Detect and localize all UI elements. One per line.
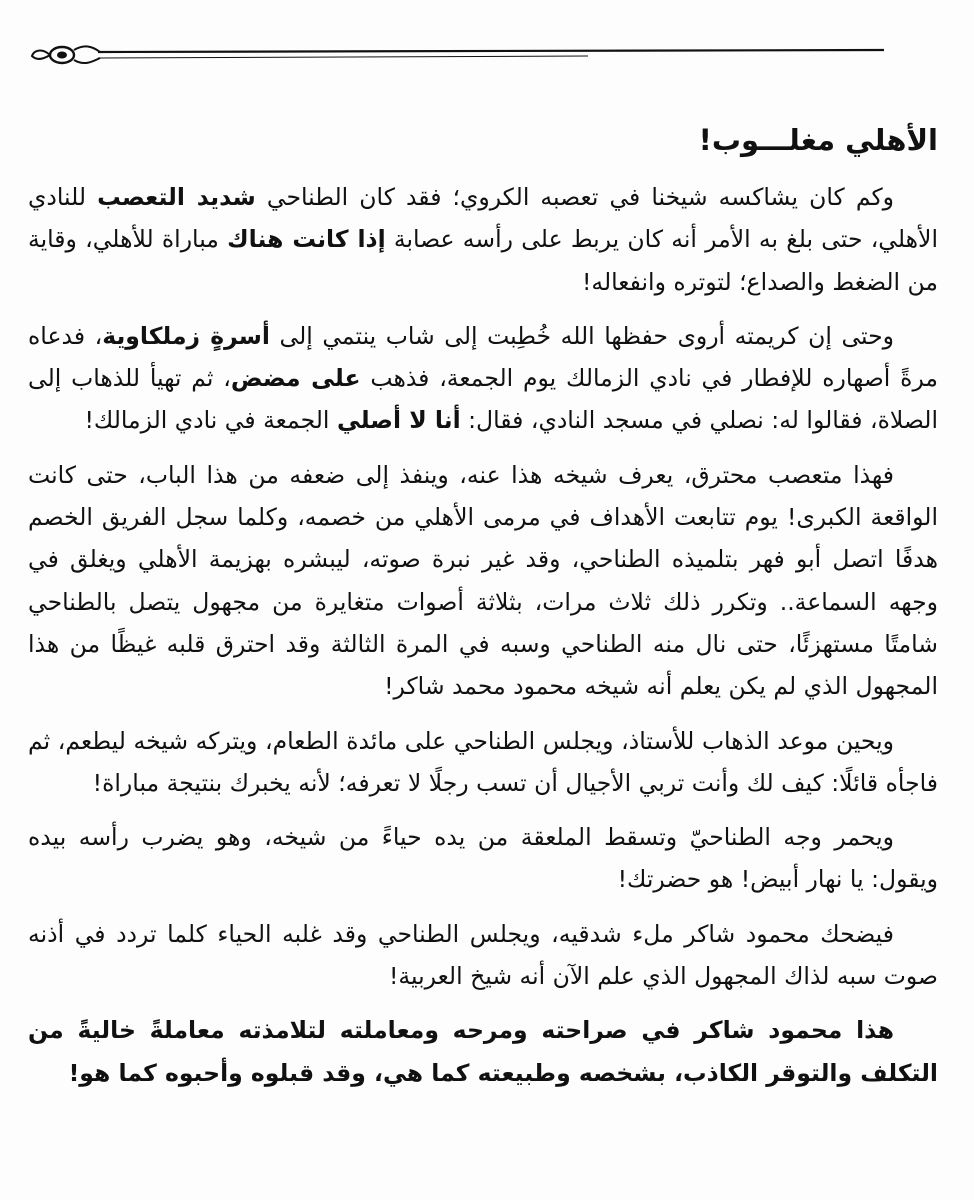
- article-body: [28, 118, 938, 1106]
- paragraph: [28, 1009, 938, 1094]
- paragraph: [28, 913, 938, 998]
- bold-phrase: أنا لا أصلي: [336, 406, 461, 435]
- paragraph: [28, 176, 938, 303]
- text-run: ويحمر وجه الطناحيّ وتسقط الملعقة من يده حياءً من شيخه، وهو يضرب رأسه بيده ويقول: يا نهار أبيض! هو حضرتك!: [28, 823, 938, 894]
- bold-phrase: إذا كانت هناك: [227, 225, 386, 254]
- bold-phrase: أسرةٍ زملكاوية: [102, 321, 270, 350]
- text-run: وكم كان يشاكسه شيخنا في تعصبه الكروي؛ فقد كان الطناحي: [255, 183, 894, 211]
- text-run: فهذا متعصب محترق، يعرف شيخه هذا عنه، وينفذ إلى ضعفه من هذا الباب، حتى كانت الواقعة الكبرى! يوم تتابعت الأهداف في مرمى الأهلي من خصمه، وكلما سجل الفريق الخصم هدفًا اتصل أبو فهر بتلميذه الطناحي، وقد غير نبرة صوته، ليبشره بهزيمة الأهلي ويغلق في وجهه السماعة.. وتكرر ذلك ثلاث مرات، بثلاثة أصوات متغايرة من مجهول يتصل بالطناحي شامتًا مستهزئًا، حتى نال منه الطناحي وسبه في المرة الثالثة وقد احترق قلبه غيظًا من هذا المجهول الذي لم يكن يعلم أنه شيخه محمود محمد شاكر!: [28, 460, 938, 701]
- header-ornament-icon: [28, 38, 884, 74]
- paragraph-list: [28, 176, 938, 1094]
- section-title: الأهلي مغلـــوب!: [698, 123, 938, 157]
- text-run: ، فدعاه مرةً أصهاره للإفطار في نادي الزمالك يوم الجمعة، فذهب: [28, 321, 939, 393]
- text-run: مباراة للأهلي، وقاية من الضغط والصداع؛ لتوتره وانفعاله!: [28, 225, 938, 296]
- text-run: الجمعة في نادي الزمالك!: [84, 406, 337, 435]
- paragraph: [28, 816, 938, 901]
- text-run: ويحين موعد الذهاب للأستاذ، ويجلس الطناحي على مائدة الطعام، ويتركه شيخه ليطعم، ثم فاجأه قائلًا: كيف لك وأنت تربي الأجيال أن تسب رجلًا لا تعرفه؛ لأنه يخبرك بنتيجة مباراة!: [28, 726, 938, 797]
- text-run: للنادي الأهلي، حتى بلغ به الأمر أنه كان يربط على رأسه عصابة: [28, 183, 938, 254]
- text-run: ، ثم تهيأ للذهاب إلى الصلاة، فقالوا له: نصلي في مسجد النادي، فقال:: [28, 364, 938, 435]
- text-run: وحتى إن كريمته أروى حفظها الله خُطِبت إلى شاب ينتمي إلى: [269, 321, 895, 350]
- bold-phrase: شديد التعصب: [97, 183, 256, 211]
- paragraph: [28, 315, 938, 442]
- bold-phrase: هذا محمود شاكر في صراحته ومرحه ومعاملته لتلامذته معاملةً خاليةً من التكلف والتوقر الكاذب، بشخصه وطبيعته كما هي، وقد قبلوه وأحبوه كما هو!: [28, 1016, 938, 1087]
- text-run: فيضحك محمود شاكر ملء شدقيه، ويجلس الطناحي وقد غلبه الحياء كلما تردد في أذنه صوت سبه لذاك المجهول الذي علم الآن أنه شيخ العربية!: [28, 919, 938, 991]
- paragraph: [28, 454, 938, 708]
- paragraph: [28, 720, 938, 805]
- bold-phrase: على مضض: [230, 364, 361, 393]
